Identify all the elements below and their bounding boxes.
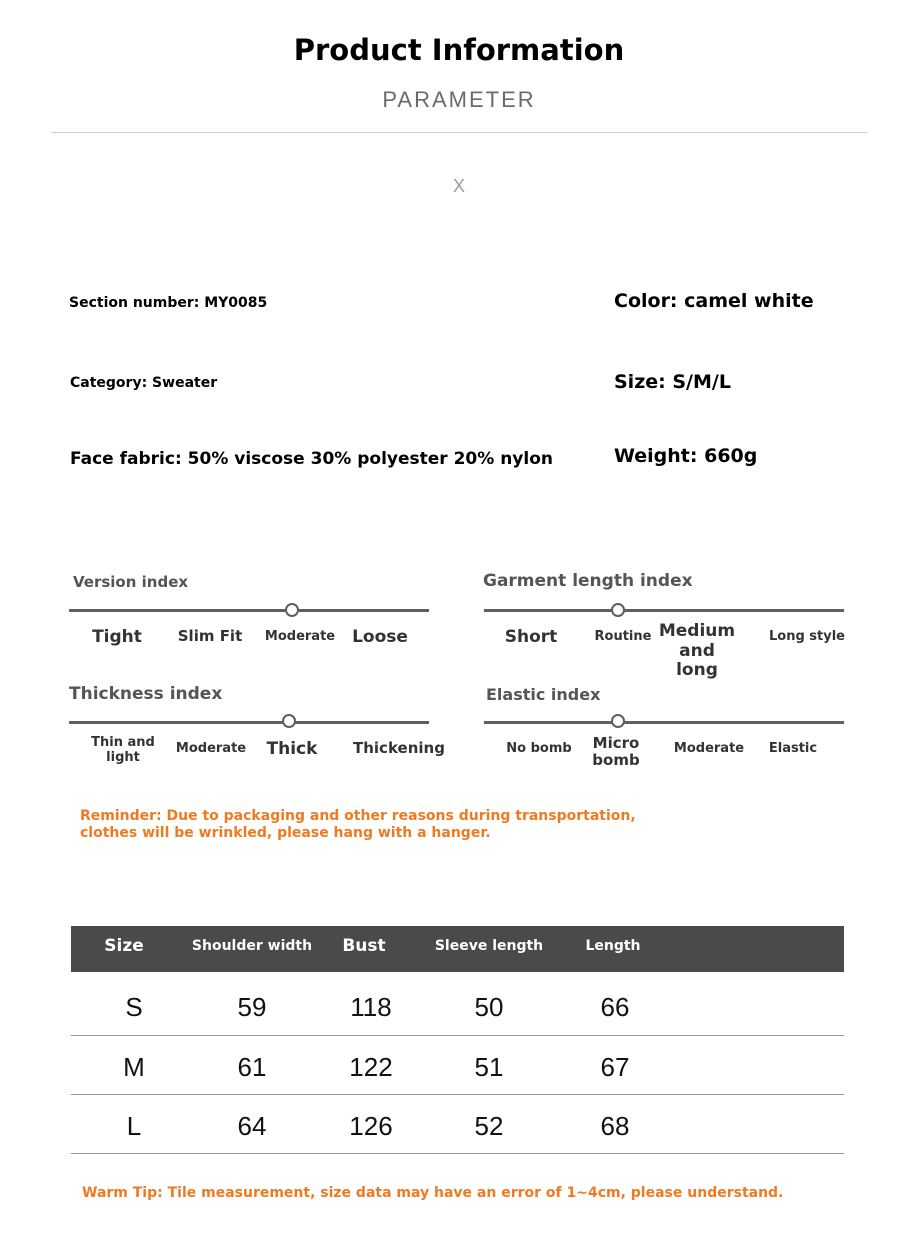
version-option-tight: Tight	[92, 627, 142, 647]
version-index-title: Version index	[73, 573, 189, 591]
garment-option-short: Short	[504, 627, 558, 647]
thickness-index-knob	[282, 714, 296, 728]
table-header-size: Size	[104, 936, 144, 956]
category-info: Category: Sweater	[70, 375, 218, 391]
garment-length-index-knob	[611, 603, 625, 617]
color-info: Color: camel white	[614, 290, 814, 312]
garment-length-index-track	[484, 609, 844, 612]
table-header-sleeve-length: Sleeve length	[434, 938, 544, 954]
elastic-option-moderate: Moderate	[673, 741, 745, 756]
header-divider	[51, 132, 868, 133]
page-subtitle: PARAMETER	[382, 87, 536, 112]
table-cell-size: L	[126, 1111, 142, 1141]
elastic-option-elastic: Elastic	[768, 741, 818, 756]
table-cell-bust: 122	[349, 1052, 393, 1082]
version-index-knob	[285, 603, 299, 617]
table-cell-sleeve: 52	[474, 1111, 504, 1141]
table-header-shoulder-width: Shoulder width	[191, 938, 313, 954]
table-cell-bust: 126	[349, 1111, 393, 1141]
page-title: Product Information	[293, 33, 625, 67]
table-row-divider	[71, 1035, 844, 1036]
size-info: Size: S/M/L	[614, 371, 731, 393]
elastic-index-knob	[611, 714, 625, 728]
thickness-option-thick: Thick	[266, 739, 318, 759]
section-number: Section number: MY0085	[69, 295, 268, 311]
thickness-option-thin-light: Thin and light	[91, 735, 155, 765]
garment-option-medium-long: Medium and long	[658, 621, 736, 681]
table-cell-size: S	[125, 992, 143, 1022]
thickness-option-thickening: Thickening	[353, 739, 445, 757]
garment-option-long-style: Long style	[768, 629, 845, 644]
reminder-text: Reminder: Due to packaging and other reasons during transportation, clothes will be wrinkled, please hang with a hanger.	[80, 808, 636, 841]
elastic-option-no-bomb: No bomb	[506, 741, 572, 756]
elastic-index-track	[484, 721, 844, 724]
table-cell-shoulder: 64	[237, 1111, 267, 1141]
version-option-loose: Loose	[352, 627, 408, 647]
garment-option-routine: Routine	[594, 629, 652, 644]
elastic-index-title: Elastic index	[486, 685, 601, 704]
table-cell-size: M	[123, 1052, 145, 1082]
table-cell-shoulder: 59	[237, 992, 267, 1022]
version-index-track	[69, 609, 429, 612]
table-cell-sleeve: 51	[474, 1052, 504, 1082]
x-mark: X	[452, 176, 465, 196]
table-row-divider	[71, 1094, 844, 1095]
table-cell-sleeve: 50	[474, 992, 504, 1022]
table-cell-length: 67	[600, 1052, 630, 1082]
weight-info: Weight: 660g	[614, 445, 758, 467]
table-cell-length: 68	[600, 1111, 630, 1141]
table-cell-bust: 118	[350, 992, 392, 1022]
thickness-index-title: Thickness index	[69, 684, 223, 704]
fabric-info: Face fabric: 50% viscose 30% polyester 20% nylon	[70, 449, 553, 469]
version-option-slim-fit: Slim Fit	[177, 627, 243, 645]
version-option-moderate: Moderate	[264, 629, 336, 644]
table-cell-length: 66	[600, 992, 630, 1022]
table-header-length: Length	[585, 938, 641, 954]
thickness-index-track	[69, 721, 429, 724]
garment-length-index-title: Garment length index	[483, 571, 693, 591]
table-header-bust: Bust	[342, 936, 386, 956]
elastic-option-micro-bomb: Micro bomb	[592, 734, 640, 770]
thickness-option-moderate: Moderate	[175, 741, 247, 756]
table-cell-shoulder: 61	[237, 1052, 267, 1082]
table-row-divider	[71, 1153, 844, 1154]
warm-tip-text: Warm Tip: Tile measurement, size data may have an error of 1~4cm, please understand.	[82, 1185, 784, 1201]
